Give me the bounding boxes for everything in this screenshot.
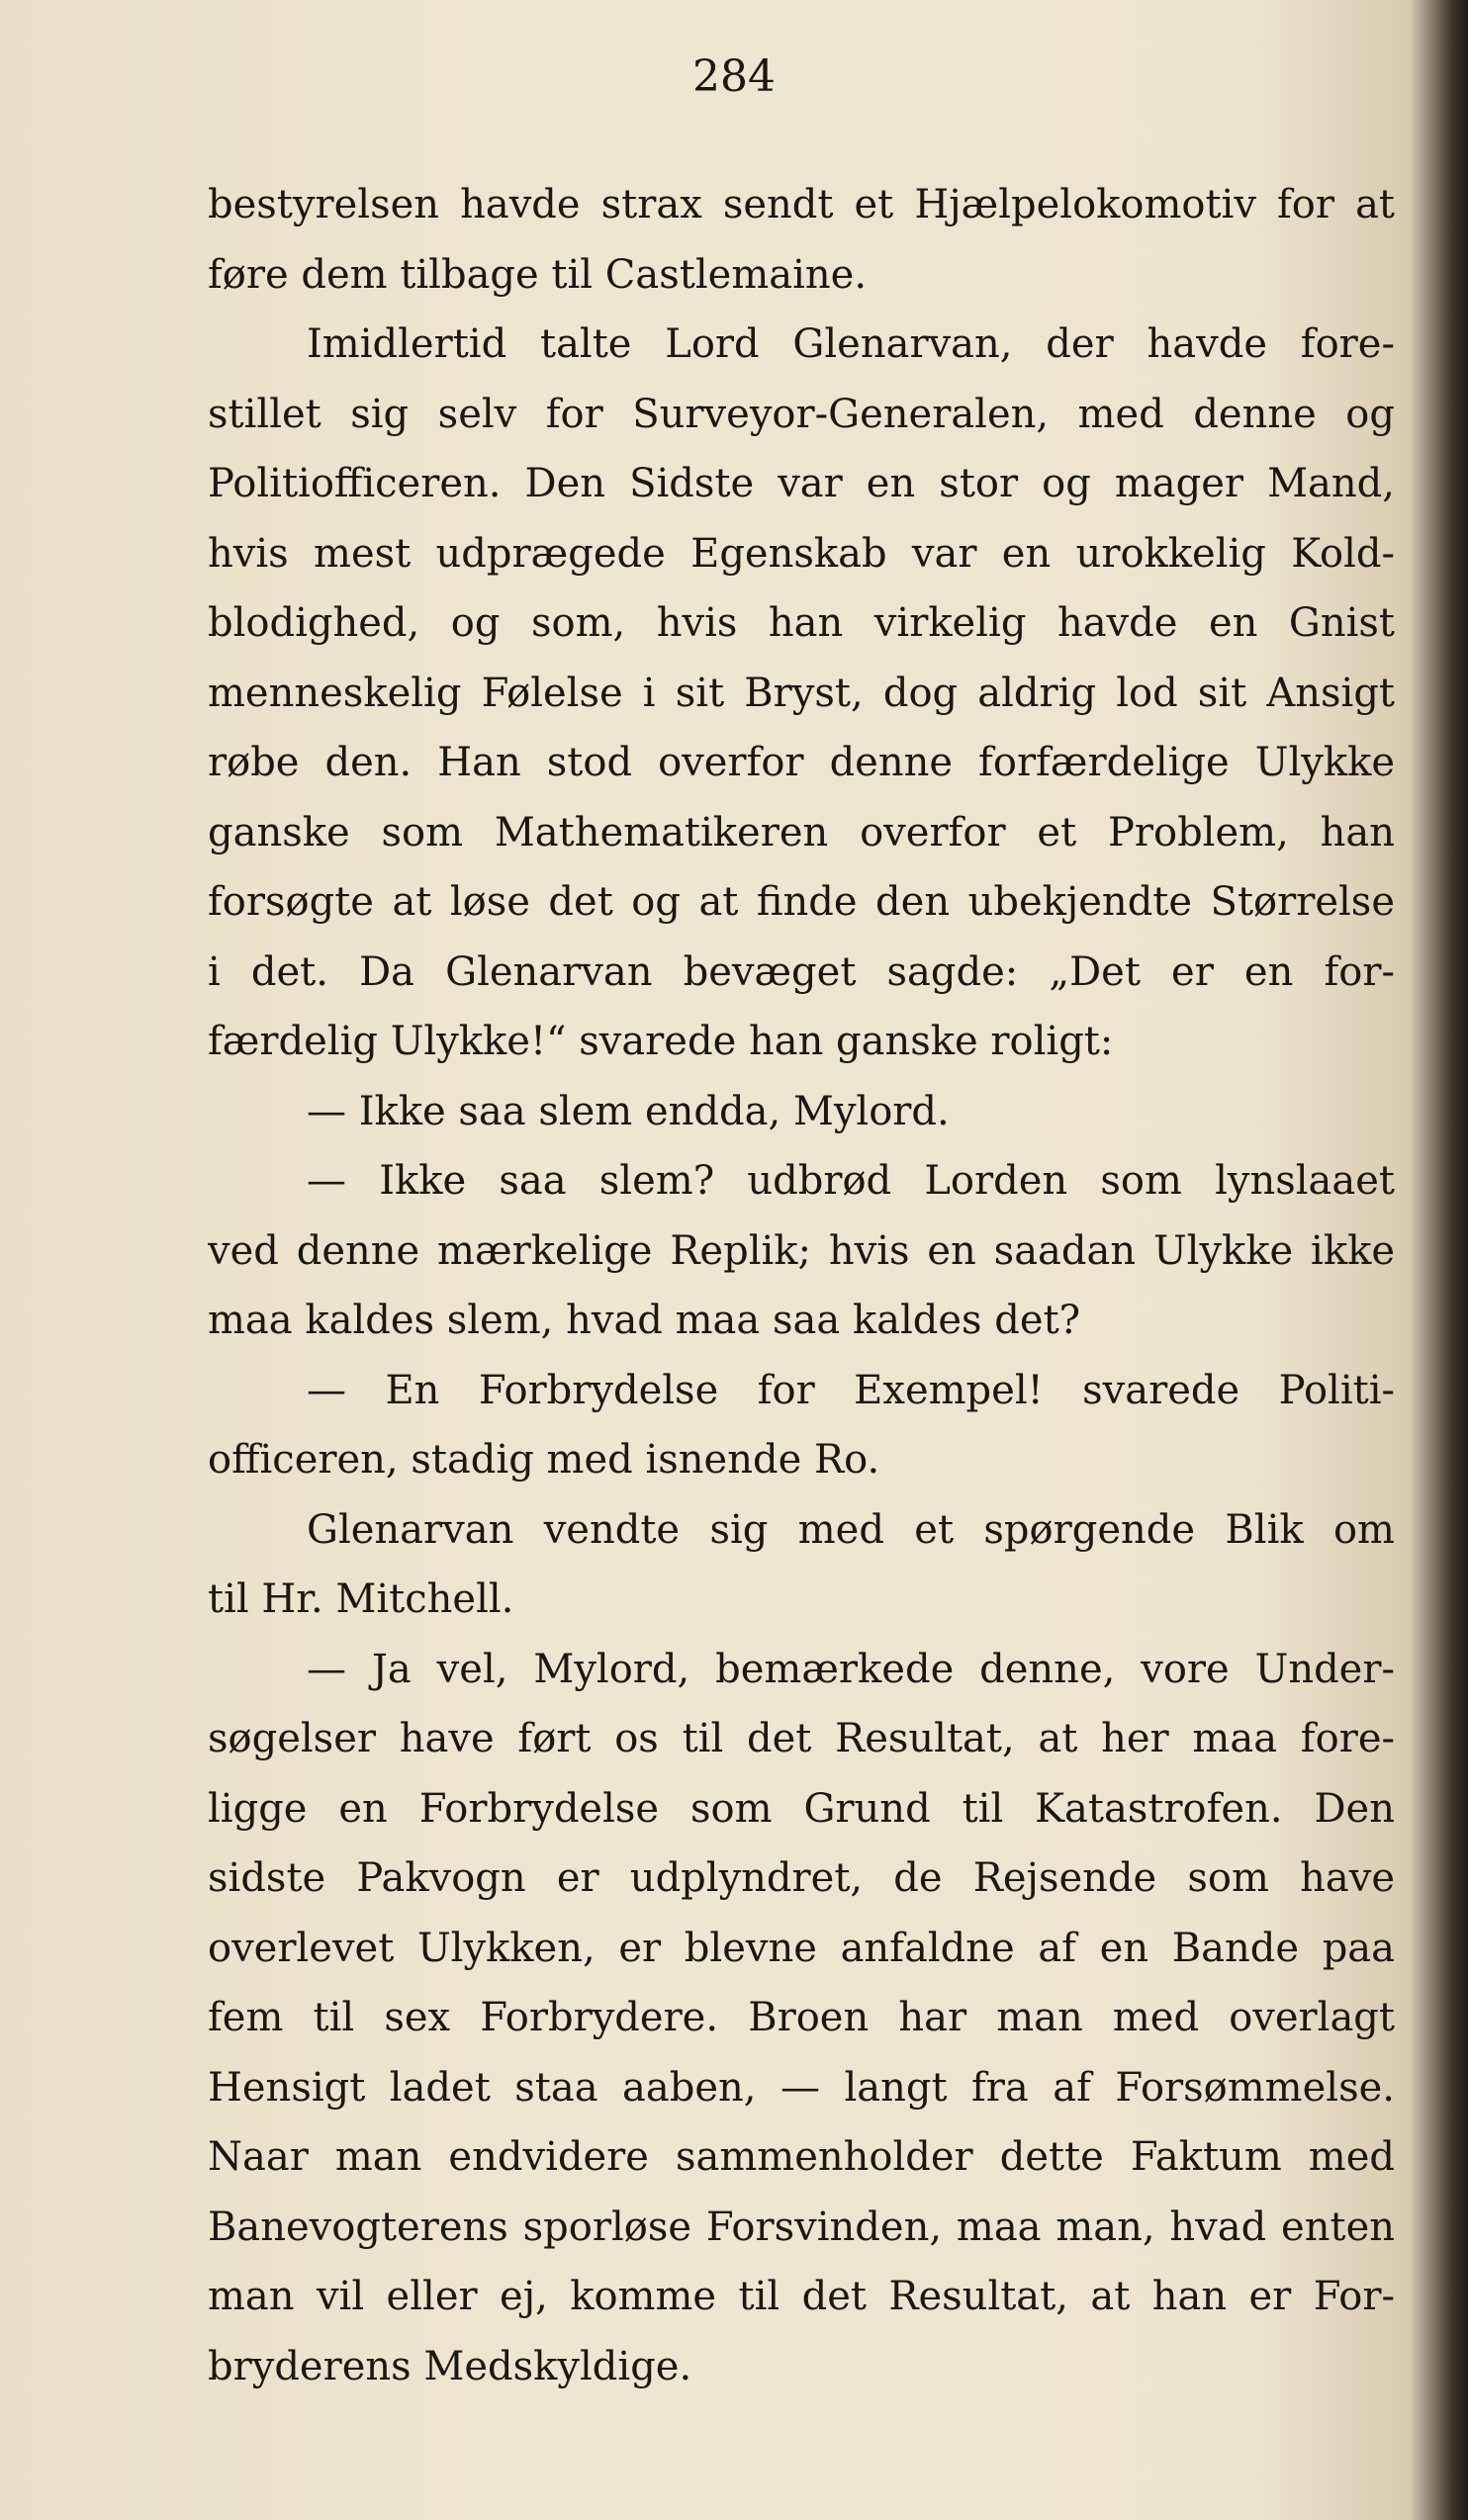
- text-line: ligge en Forbrydelse som Grund til Katastrofen. Den: [208, 1785, 1395, 1832]
- text-line: søgelser have ført os til det Resultat, at her maa fore-: [208, 1716, 1395, 1761]
- text-line: Imidlertid talte Lord Glenarvan, der havde fore-: [307, 321, 1395, 367]
- text-line: forsøgte at løse det og at finde den ubekjendte Størrelse: [208, 879, 1395, 925]
- text-line: bryderens Medskyldige.: [208, 2343, 692, 2389]
- text-line: maa kaldes slem, hvad maa saa kaldes det?: [208, 1298, 1081, 1343]
- text-line: Banevogterens sporløse Forsvinden, maa man, hvad enten: [208, 2204, 1395, 2250]
- text-line: — Ikke saa slem? udbrød Lorden som lynslaaet: [307, 1158, 1395, 1204]
- text-line: føre dem tilbage til Castlemaine.: [208, 251, 868, 298]
- text-line: man vil eller ej, komme til det Resultat, at han er For-: [208, 2274, 1395, 2319]
- text-line: færdelig Ulykke!“ svarede han ganske roligt:: [208, 1019, 1114, 1064]
- text-line: menneskelig Følelse i sit Bryst, dog aldrig lod sit Ansigt: [208, 670, 1395, 716]
- text-line: hvis mest udprægede Egenskab var en urokkelig Kold-: [208, 530, 1395, 577]
- text-line: — Ikke saa slem endda, Mylord.: [307, 1088, 950, 1134]
- text-line: røbe den. Han stod overfor denne forfærdelige Ulykke: [208, 740, 1395, 785]
- text-line: — Ja vel, Mylord, bemærkede denne, vore Under-: [307, 1646, 1395, 1692]
- text-line: i det. Da Glenarvan bevæget sagde: „Det er en for-: [208, 948, 1395, 995]
- text-line: bestyrelsen havde strax sendt et Hjælpelokomotiv for at: [208, 182, 1395, 227]
- text-line: overlevet Ulykken, er blevne anfaldne af en Bande paa: [208, 1925, 1395, 1971]
- text-line: til Hr. Mitchell.: [208, 1576, 514, 1622]
- text-line: fem til sex Forbrydere. Broen har man med overlagt: [208, 1995, 1395, 2040]
- text-line: ganske som Mathematikeren overfor et Problem, han: [208, 809, 1395, 855]
- text-line: blodighed, og som, hvis han virkelig havde en Gnist: [208, 600, 1395, 646]
- text-line: officeren, stadig med isnende Ro.: [208, 1437, 880, 1483]
- text-line: Naar man endvidere sammenholder dette Faktum med: [208, 2134, 1395, 2180]
- text-line: Glenarvan vendte sig med et spørgende Blik om: [307, 1506, 1395, 1553]
- text-line: Politiofficeren. Den Sidste var en stor og mager Mand,: [208, 461, 1395, 506]
- text-line: ved denne mærkelige Replik; hvis en saadan Ulykke ikke: [208, 1227, 1395, 1274]
- text-line: Hensigt ladet staa aaben, — langt fra af Forsømmelse.: [208, 2064, 1395, 2111]
- text-line: stillet sig selv for Surveyor-Generalen, med denne og: [208, 391, 1395, 437]
- page-number: 284: [692, 51, 776, 102]
- text-line: — En Forbrydelse for Exempel! svarede Politi-: [307, 1367, 1395, 1413]
- text-line: sidste Pakvogn er udplyndret, de Rejsende som have: [208, 1855, 1395, 1901]
- body-text: [208, 170, 1395, 2401]
